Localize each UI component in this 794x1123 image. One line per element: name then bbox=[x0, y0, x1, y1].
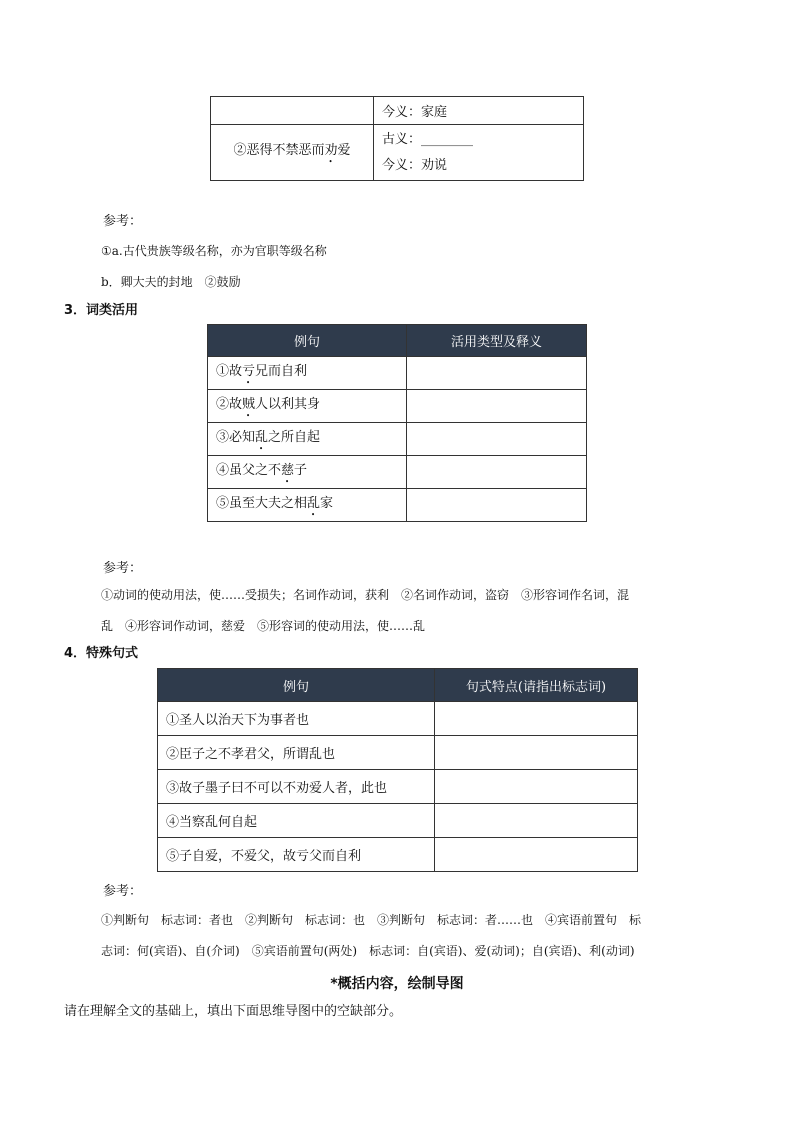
table-header: 活用类型及释义 bbox=[407, 325, 587, 357]
reference-line: b．卿大夫的封地 ②鼓励 bbox=[101, 275, 241, 289]
answer-cell[interactable] bbox=[407, 390, 587, 423]
answer-cell[interactable] bbox=[435, 770, 638, 804]
table-row-sentence: ④当察乱何自起 bbox=[158, 804, 435, 838]
table-row-sentence: ③必知乱之所自起 bbox=[208, 423, 407, 456]
answer-cell[interactable] bbox=[407, 489, 587, 522]
answer-cell[interactable] bbox=[407, 423, 587, 456]
reference-label: 参考： bbox=[103, 884, 143, 899]
table-row-sentence: ⑤子自爱，不爱父，故亏父而自利 bbox=[158, 838, 435, 872]
word-class-table bbox=[207, 324, 587, 522]
vocab-cell-empty bbox=[211, 97, 374, 125]
table-row-sentence: ②臣子之不孝君父，所谓乱也 bbox=[158, 736, 435, 770]
answer-cell[interactable] bbox=[407, 456, 587, 489]
reference-line: 乱 ④形容词作动词，慈爱 ⑤形容词的使动用法，使……乱 bbox=[101, 619, 426, 633]
table-header: 例句 bbox=[208, 325, 407, 357]
special-sentence-table bbox=[157, 668, 638, 872]
summary-instruction: 请在理解全文的基础上，填出下面思维导图中的空缺部分。 bbox=[64, 1004, 403, 1019]
reference-label: 参考： bbox=[103, 214, 143, 229]
answer-cell[interactable] bbox=[435, 702, 638, 736]
reference-label: 参考： bbox=[103, 561, 143, 576]
summary-title: *概括内容，绘制导图 bbox=[330, 976, 464, 992]
table-header: 例句 bbox=[158, 669, 435, 702]
table-row-sentence: ④虽父之不慈子 bbox=[208, 456, 407, 489]
reference-line: ①a.古代贵族等级名称，亦为官职等级名称 bbox=[101, 244, 327, 258]
table-row-sentence: ③故子墨子曰不可以不劝爱人者，此也 bbox=[158, 770, 435, 804]
reference-line: ①动词的使动用法，使……受损失；名词作动词，获利 ②名词作动词，盗窃 ③形容词作名词，混 bbox=[101, 588, 630, 602]
table-header: 句式特点(请指出标志词) bbox=[435, 669, 638, 702]
section-heading-word-class: 3．词类活用 bbox=[64, 303, 139, 318]
table-row-sentence: ⑤虽至大夫之相乱家 bbox=[208, 489, 407, 522]
answer-cell[interactable] bbox=[435, 804, 638, 838]
section-heading-special-sentence: 4．特殊句式 bbox=[64, 646, 139, 661]
vocab-table bbox=[210, 96, 584, 181]
answer-cell[interactable] bbox=[435, 838, 638, 872]
answer-cell[interactable] bbox=[407, 357, 587, 390]
vocab-cell-modern-meaning-1: 今义：家庭 bbox=[374, 97, 584, 125]
reference-line: ①判断句 标志词：者也 ②判断句 标志词：也 ③判断句 标志词：者……也 ④宾语前置句 标 bbox=[101, 913, 642, 927]
modern-meaning-line: 今义：劝说 bbox=[382, 157, 448, 173]
vocab-cell-meanings bbox=[374, 125, 584, 181]
table-row-sentence: ①故亏兄而自利 bbox=[208, 357, 407, 390]
vocab-cell-sentence: ②恶得不禁恶而劝爱 bbox=[211, 125, 374, 181]
ancient-meaning-line: 古义：________ bbox=[382, 131, 474, 147]
table-row-sentence: ②故贼人以利其身 bbox=[208, 390, 407, 423]
table-row-sentence: ①圣人以治天下为事者也 bbox=[158, 702, 435, 736]
answer-cell[interactable] bbox=[435, 736, 638, 770]
reference-line: 志词：何(宾语)、自(介词) ⑤宾语前置句(两处) 标志词：自(宾语)、爱(动词)；自(宾语)、利(动词) bbox=[101, 944, 635, 958]
